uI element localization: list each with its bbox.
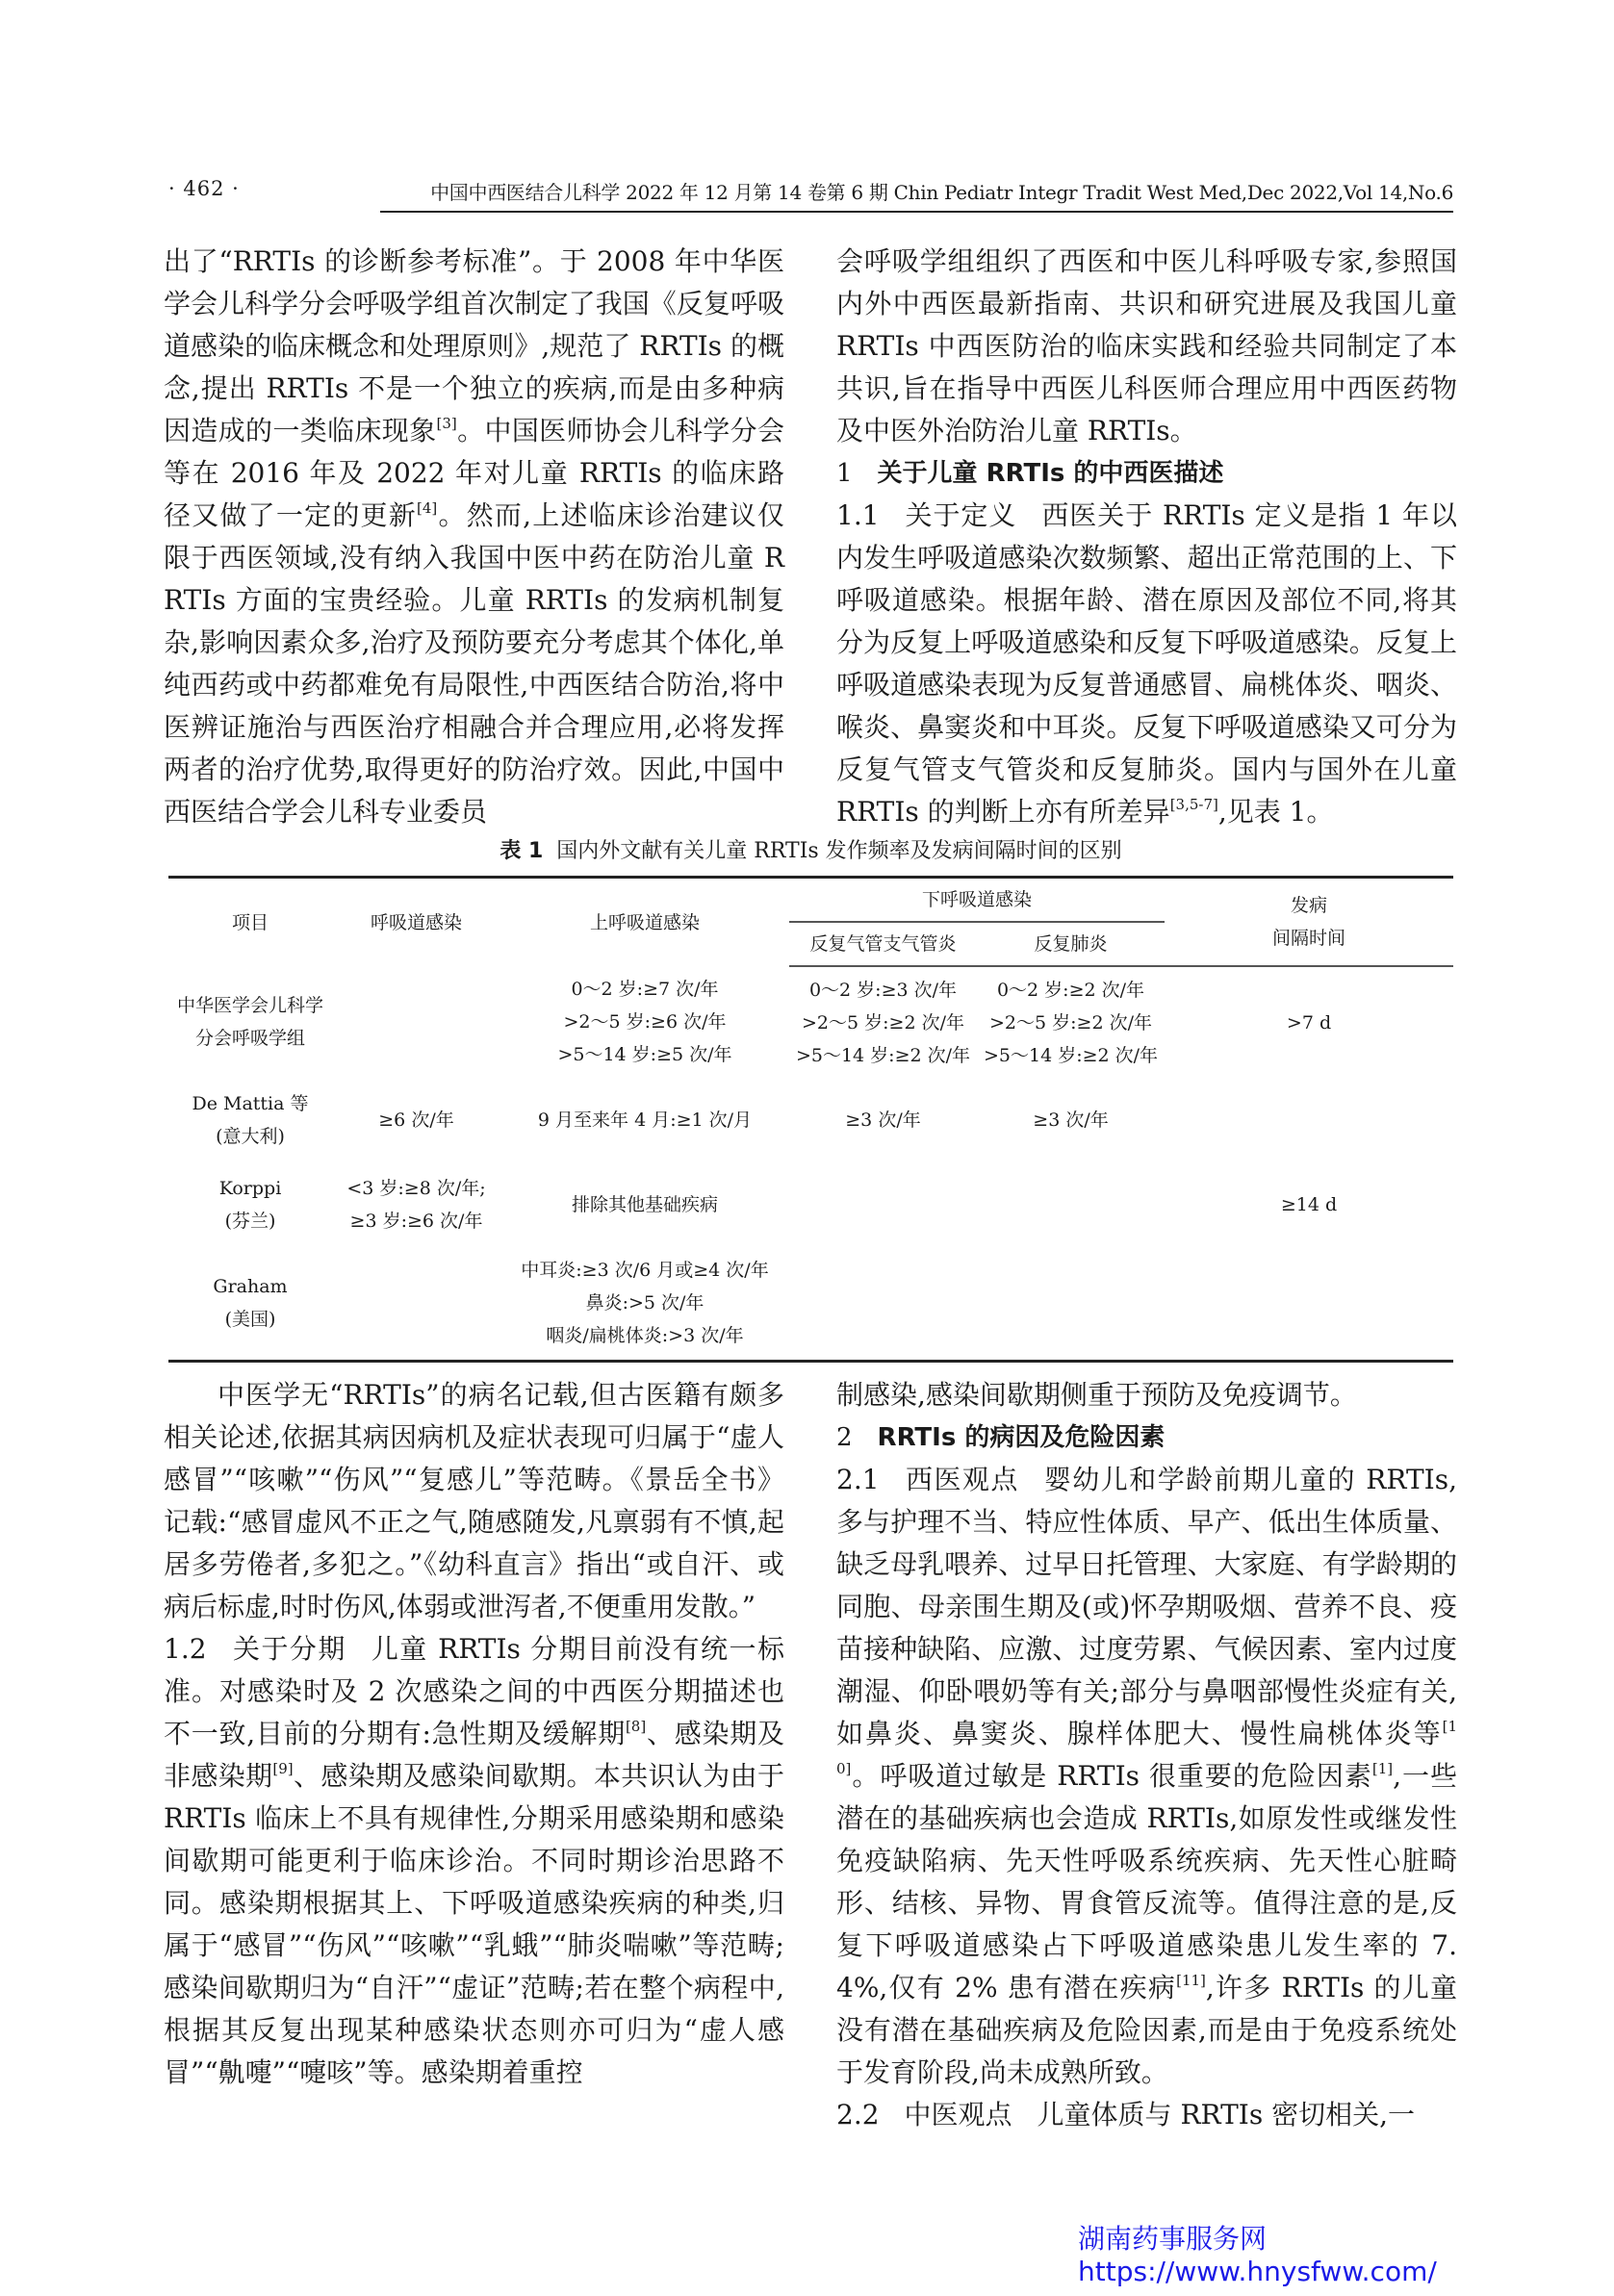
cell-rti xyxy=(332,966,500,1078)
cell-line: De Mattia 等 xyxy=(192,1093,309,1114)
text: 。然而,上述临床诊治建议仅限于西医领域,没有纳入我国中医中药在防治儿童 RRTIs 方面的宝贵经验。儿童 RRTIs 的发病机制复杂,影响因素众多,治疗及预防要充分考虑其个体化,单纯西药或中药都难免有局限性,中西医结合防治,将中医辨证施治与西医治疗相融合并合理应用,必将发挥两者的治疗优势,取得更好的防治疗效。因此,中国中西医结合学会儿科专业委员 xyxy=(164,499,784,828)
table-row xyxy=(168,1162,1453,1247)
subsection-number: 2.2 xyxy=(836,2099,880,2130)
text: 婴幼儿和学龄前期儿童的 RRTIs,多与护理不当、特应性体质、早产、低出生体质量、缺乏母乳喂养、过早日托管理、大家庭、有学龄期的同胞、母亲围生期及(或)怀孕期吸烟、营养不良、疫苗接种缺陷、应激、过度劳累、气候因素、室内过度潮湿、仰卧喂奶等有关;部分与鼻咽部慢性炎症有关,如鼻炎、鼻窦炎、腺样体肥大、慢性扁桃体炎等 xyxy=(836,1464,1457,1749)
journal-running-head: 中国中西医结合儿科学 2022 年 12 月第 14 卷第 6 期 Chin Pediatr Integr Tradit West Med,Dec 2022,Vol 14,No.6 xyxy=(380,171,1453,213)
text: ,许多 RRTIs 的儿童没有潜在基础疾病及危险因素,而是由于免疫系统处于发育阶段,尚未成熟所致。 xyxy=(836,1972,1457,2088)
citation[interactable]: [3] xyxy=(436,415,457,432)
cell-line: >7 d xyxy=(1286,1011,1332,1033)
cell-item xyxy=(168,1078,332,1162)
cell-line: 9 月至来年 4 月:≥1 次/月 xyxy=(537,1110,753,1131)
table-caption-text: 国内外文献有关儿童 RRTIs 发作频率及发病间隔时间的区别 xyxy=(556,839,1122,863)
right-column-bottom xyxy=(836,1374,1457,2136)
cell-line: (芬兰) xyxy=(224,1211,276,1232)
watermark-site-name: 湖南药事服务网 xyxy=(1078,2223,1268,2255)
left-column-bottom xyxy=(164,1374,784,2094)
header-rti: 呼吸道感染 xyxy=(332,878,500,967)
text: ,见表 1。 xyxy=(1217,796,1334,828)
cell-item xyxy=(168,966,332,1078)
cell-line: 排除其他基础疾病 xyxy=(571,1194,718,1215)
cell-line: 0～2 岁:≥3 次/年 xyxy=(808,979,958,1001)
section-title: 关于儿童 RRTIs 的中西医描述 xyxy=(877,459,1224,488)
left-column-top xyxy=(164,241,784,833)
cell-line: ≥14 d xyxy=(1280,1194,1338,1215)
cell-bronchitis xyxy=(789,1247,977,1361)
running-header xyxy=(168,171,1453,210)
cell-line: ≥3 次/年 xyxy=(845,1110,921,1131)
cell-line: 中华医学会儿科学 xyxy=(176,995,323,1016)
cell-line: >2～5 岁:≥2 次/年 xyxy=(989,1011,1152,1033)
cell-line: 中耳炎:≥3 次/6 月或≥4 次/年 xyxy=(521,1260,769,1282)
paragraph xyxy=(836,2094,1457,2136)
citation[interactable]: [4] xyxy=(416,499,438,517)
paragraph: 会呼吸学组组织了西医和中医儿科呼吸专家,参照国内外中西医最新指南、共识和研究进展及我国儿童 RRTIs 中西医防治的临床实践和经验共同制定了本共识,旨在指导中西医儿科医师合理应用中西医药物及中医外治防治儿童 RRTIs。 xyxy=(836,245,1457,446)
subsection-number: 1.2 xyxy=(164,1633,207,1665)
text: 。中国医师协会儿科学分会等在 2016 年及 2022 年对儿童 RRTIs 的临床路径又做了一定的更新 xyxy=(164,415,784,531)
paragraph xyxy=(164,1628,784,2094)
cell-bronchitis xyxy=(789,1162,977,1247)
cell-line: >5～14 岁:≥5 次/年 xyxy=(557,1044,732,1065)
cell-item xyxy=(168,1247,332,1361)
cell-line: 鼻炎:>5 次/年 xyxy=(585,1292,705,1314)
cell-line: 咽炎/扁桃体炎:>3 次/年 xyxy=(546,1325,744,1347)
citation[interactable]: [11] xyxy=(1176,1972,1206,1989)
cell-interval xyxy=(1165,1078,1453,1162)
citation[interactable]: [10] xyxy=(836,1718,1457,1777)
cell-rti xyxy=(332,1162,500,1247)
subsection-title: 关于分期 xyxy=(231,1633,346,1665)
header-interval-line: 间隔时间 xyxy=(1272,928,1346,949)
cell-line: ≥6 次/年 xyxy=(378,1110,454,1131)
text: 儿童 RRTIs 分期目前没有统一标准。对感染时及 2 次感染之间的中西医分期描述也不一致,目前的分期有:急性期及缓解期 xyxy=(164,1633,784,1749)
cell-line: >5～14 岁:≥2 次/年 xyxy=(795,1044,971,1066)
paragraph xyxy=(836,495,1457,833)
subsection-number: 1.1 xyxy=(836,499,880,531)
header-lrti: 下呼吸道感染 xyxy=(789,878,1165,923)
cell-bronchitis xyxy=(789,966,977,1078)
cell-line: ≥3 岁:≥6 次/年 xyxy=(349,1211,483,1232)
cell-interval xyxy=(1165,966,1453,1078)
table-row xyxy=(168,1247,1453,1361)
cell-line: <3 岁:≥8 次/年; xyxy=(346,1178,486,1199)
cell-line: >5～14 岁:≥2 次/年 xyxy=(983,1044,1159,1066)
watermark xyxy=(1078,2223,1437,2288)
header-bronchitis: 反复气管支气管炎 xyxy=(789,922,977,966)
section-number: 2 xyxy=(836,1423,853,1452)
cell-pneumonia xyxy=(977,1247,1165,1361)
text: 、感染期及非感染期 xyxy=(164,1718,784,1792)
cell-bronchitis xyxy=(789,1078,977,1162)
page-number: · 462 · xyxy=(168,177,240,200)
header-pneumonia: 反复肺炎 xyxy=(977,922,1165,966)
cell-pneumonia xyxy=(977,1162,1165,1247)
cell-pneumonia xyxy=(977,1078,1165,1162)
text: 、感染期及感染间歇期。本共识认为由于 RRTIs 临床上不具有规律性,分期采用感染期和感染间歇期可能更利于临床诊治。不同时期诊治思路不同。感染期根据其上、下呼吸道感染疾病的种类,归属于“感冒”“伤风”“咳嗽”“乳蛾”“肺炎喘嗽”等范畴;感染间歇期归为“自汗”“虚证”范畴;若在整个病程中,根据其反复出现某种感染状态则亦可归为“虚人感冒”“鼽嚏”“嚏咳”等。感染期着重控 xyxy=(164,1760,784,2088)
text: 西医关于 RRTIs 定义是指 1 年以内发生呼吸道感染次数频繁、超出正常范围的上、下呼吸道感染。根据年龄、潜在原因及部位不同,将其分为反复上呼吸道感染和反复下呼吸道感染。反复上呼吸道感染表现为反复普通感冒、扁桃体炎、咽炎、喉炎、鼻窦炎和中耳炎。反复下呼吸道感染又可分为反复气管支气管炎和反复肺炎。国内与国外在儿童 RRTIs 的判断上亦有所差异 xyxy=(836,499,1457,828)
header-urti: 上呼吸道感染 xyxy=(500,878,789,967)
paragraph xyxy=(836,1459,1457,2094)
paragraph: 中医学无“RRTIs”的病名记载,但古医籍有颇多相关论述,依据其病因病机及症状表现可归属于“虚人感冒”“咳嗽”“伤风”“复感儿”等范畴。《景岳全书》记载:“感冒虚风不正之气,随感随发,凡禀弱有不慎,起居多劳倦者,多犯之。”《幼科直言》指出“或自汗、或病后标虚,时时伤风,体弱或泄泻者,不便重用发散。” xyxy=(164,1379,784,1622)
section-heading-1 xyxy=(836,452,1457,495)
cell-line: 0～2 岁:≥7 次/年 xyxy=(571,979,719,1000)
table-row xyxy=(168,1078,1453,1162)
watermark-url[interactable]: https://www.hnysfww.com/ xyxy=(1078,2256,1437,2287)
cell-rti xyxy=(332,1247,500,1361)
header-interval-line: 发病 xyxy=(1291,895,1328,916)
subsection-title: 关于定义 xyxy=(904,499,1017,531)
section-title: RRTIs 的病因及危险因素 xyxy=(877,1423,1166,1452)
cell-line: >2～5 岁:≥2 次/年 xyxy=(802,1011,964,1033)
cell-urti xyxy=(500,1162,789,1247)
table-body xyxy=(168,966,1453,1361)
section-heading-2 xyxy=(836,1416,1457,1459)
paragraph xyxy=(164,241,784,833)
text: 出了“RRTIs 的诊断参考标准”。于 2008 年中华医学会儿科学分会呼吸学组首次制定了我国《反复呼吸道感染的临床概念和处理原则》,规范了 RRTIs 的概念,提出 RRTIs 不是一个独立的疾病,而是由多种病因造成的一类临床现象 xyxy=(164,245,784,446)
header-interval xyxy=(1165,878,1453,967)
cell-urti xyxy=(500,1247,789,1361)
paragraph: 制感染,感染间歇期侧重于预防及免疫调节。 xyxy=(836,1379,1357,1411)
table-row xyxy=(168,966,1453,1078)
table-label: 表 1 xyxy=(500,839,544,863)
text: 。呼吸道过敏是 RRTIs 很重要的危险因素 xyxy=(851,1760,1372,1792)
text: 儿童体质与 RRTIs 密切相关,一 xyxy=(1037,2099,1416,2130)
cell-urti xyxy=(500,966,789,1078)
cell-line: Graham xyxy=(213,1276,288,1298)
section-number: 1 xyxy=(836,459,853,488)
cell-line: >2～5 岁:≥6 次/年 xyxy=(563,1011,727,1033)
subsection-number: 2.1 xyxy=(836,1464,880,1495)
text: ,一些潜在的基础疾病也会造成 RRTIs,如原发性或继发性免疫缺陷病、先天性呼吸系统疾病、先天性心脏畸形、结核、异物、胃食管反流等。值得注意的是,反复下呼吸道感染占下呼吸道感染患儿发生率的 7.4%,仅有 2% 患有潜在疾病 xyxy=(836,1760,1457,2003)
cell-pneumonia xyxy=(977,966,1165,1078)
cell-rti xyxy=(332,1078,500,1162)
cell-line: (意大利) xyxy=(216,1126,285,1147)
right-column-top xyxy=(836,241,1457,833)
citation[interactable]: [8] xyxy=(625,1718,647,1735)
table-caption xyxy=(168,837,1453,866)
citation[interactable]: [9] xyxy=(272,1760,294,1777)
cell-urti xyxy=(500,1078,789,1162)
subsection-title: 中医观点 xyxy=(904,2099,1012,2130)
cell-line: 0～2 岁:≥2 次/年 xyxy=(996,979,1145,1001)
citation[interactable]: [1] xyxy=(1371,1760,1394,1777)
cell-line: ≥3 次/年 xyxy=(1033,1110,1109,1131)
cell-item xyxy=(168,1162,332,1247)
cell-line: 分会呼吸学组 xyxy=(194,1028,305,1049)
cell-interval xyxy=(1165,1162,1453,1247)
cell-line: Korppi xyxy=(218,1178,282,1199)
table-1 xyxy=(168,876,1453,1363)
cell-line: (美国) xyxy=(224,1309,276,1331)
citation[interactable]: [3,5-7] xyxy=(1169,796,1218,813)
cell-interval xyxy=(1165,1247,1453,1361)
subsection-title: 西医观点 xyxy=(904,1464,1019,1495)
header-item: 项目 xyxy=(168,878,332,967)
